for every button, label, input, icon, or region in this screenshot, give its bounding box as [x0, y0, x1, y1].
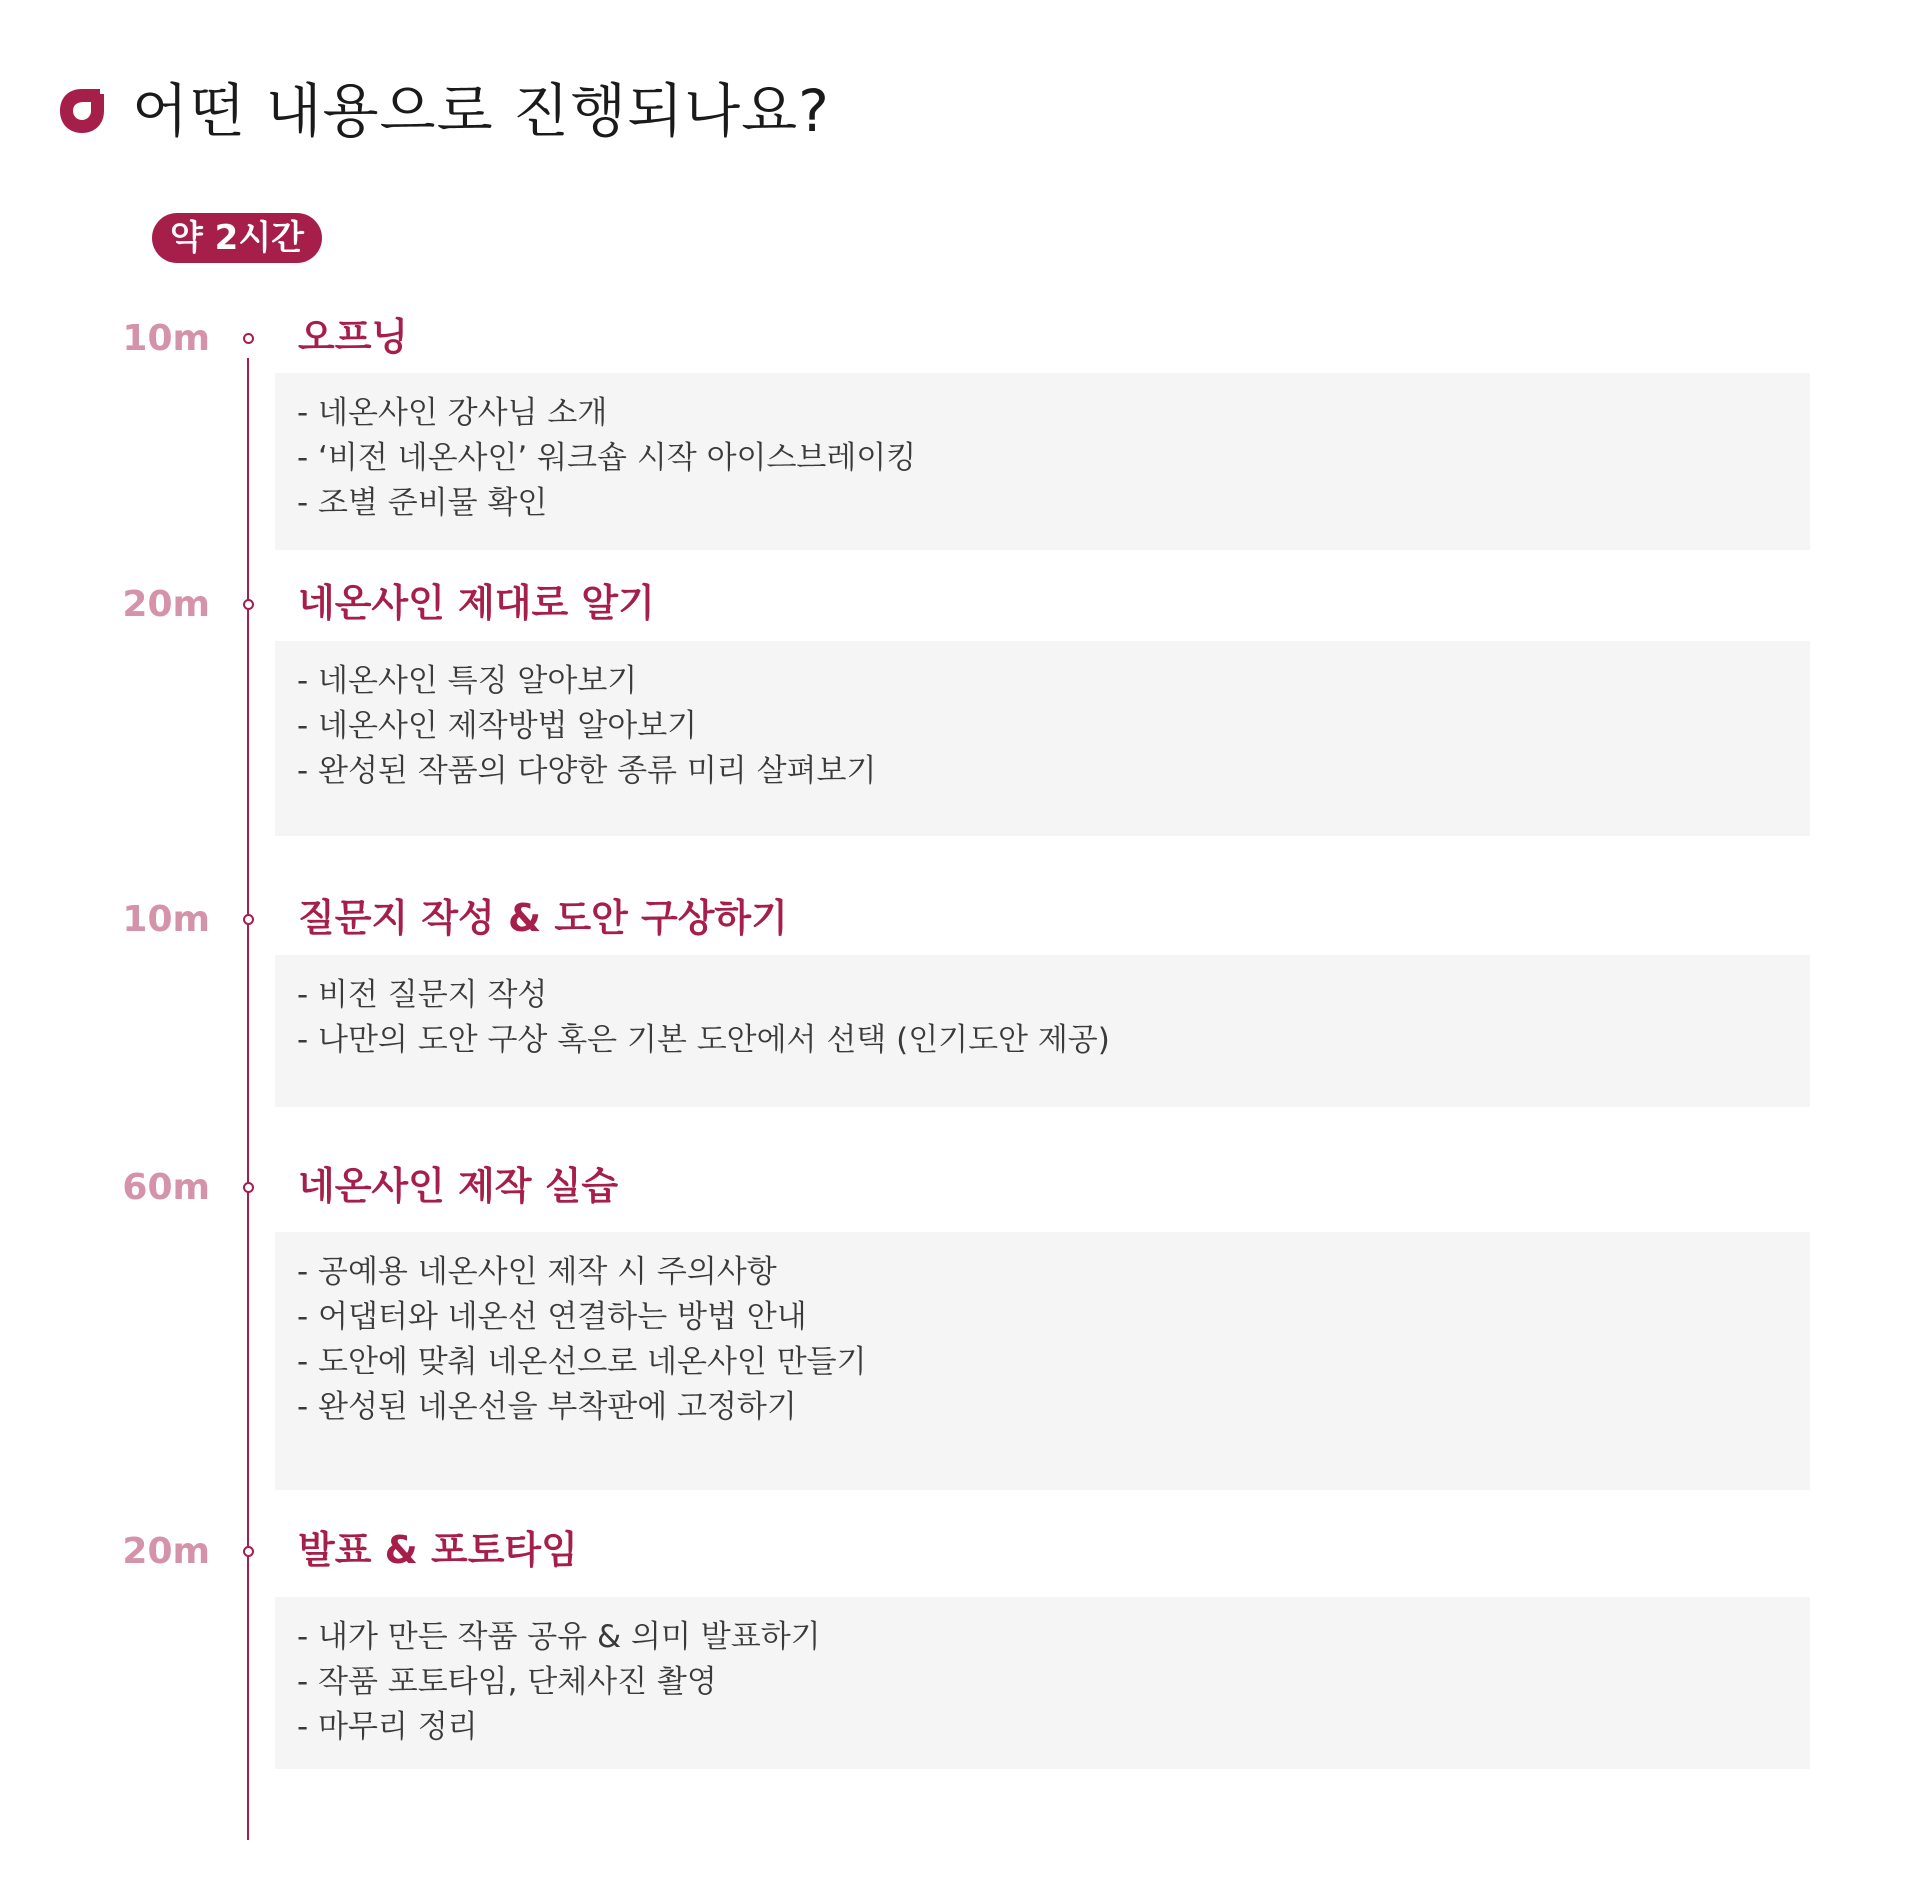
page-title: 어떤 내용으로 진행되나요?: [132, 77, 830, 145]
list-item: - 어댑터와 네온선 연결하는 방법 안내: [297, 1299, 807, 1335]
time-label: 10m: [122, 899, 210, 940]
section-content-box: [275, 373, 1810, 550]
timeline-node: [243, 333, 254, 344]
section-content-box: [275, 641, 1810, 836]
list-item: - 네온사인 강사님 소개: [297, 395, 608, 431]
section-item-list: [297, 659, 1810, 794]
time-label: 20m: [122, 584, 210, 625]
time-label: 20m: [122, 1531, 210, 1572]
timeline-node: [243, 914, 254, 925]
section-title: 발표 & 포토타임: [298, 1528, 578, 1572]
section-title: 오프닝: [298, 315, 409, 359]
section-title: 질문지 작성 & 도안 구상하기: [298, 896, 788, 940]
section-content-box: [275, 1597, 1810, 1769]
list-item: - 네온사인 특징 알아보기: [297, 663, 638, 699]
list-item: - 나만의 도안 구상 혹은 기본 도안에서 선택 (인기도안 제공): [297, 1022, 1110, 1058]
time-label: 10m: [122, 318, 210, 359]
list-item: - 완성된 네온선을 부착판에 고정하기: [297, 1389, 797, 1425]
section-content-box: [275, 955, 1810, 1107]
list-item: - 네온사인 제작방법 알아보기: [297, 708, 698, 744]
section-item-list: [297, 1615, 1810, 1750]
brand-logo-icon: [54, 83, 110, 139]
list-item: - 조별 준비물 확인: [297, 485, 548, 521]
duration-badge: 약 2시간: [152, 213, 322, 263]
time-label: 60m: [122, 1167, 210, 1208]
timeline-node: [243, 599, 254, 610]
list-item: - 마무리 정리: [297, 1709, 478, 1745]
list-item: - 완성된 작품의 다양한 종류 미리 살펴보기: [297, 753, 877, 789]
section-title: 네온사인 제작 실습: [298, 1164, 619, 1208]
timeline-node: [243, 1546, 254, 1557]
list-item: - 공예용 네온사인 제작 시 주의사항: [297, 1254, 777, 1290]
section-item-list: [297, 973, 1810, 1063]
list-item: - 작품 포토타임, 단체사진 촬영: [297, 1664, 717, 1700]
header: [54, 77, 830, 145]
timeline-line: [247, 358, 249, 1840]
list-item: - 내가 만든 작품 공유 & 의미 발표하기: [297, 1619, 821, 1655]
list-item: - 도안에 맞춰 네온선으로 네온사인 만들기: [297, 1344, 867, 1380]
section-title: 네온사인 제대로 알기: [298, 581, 655, 625]
list-item: - ‘비전 네온사인’ 워크숍 시작 아이스브레이킹: [297, 440, 917, 476]
section-content-box: [275, 1232, 1810, 1490]
list-item: - 비전 질문지 작성: [297, 977, 548, 1013]
section-item-list: [297, 1250, 1810, 1430]
timeline-node: [243, 1182, 254, 1193]
section-item-list: [297, 391, 1810, 526]
